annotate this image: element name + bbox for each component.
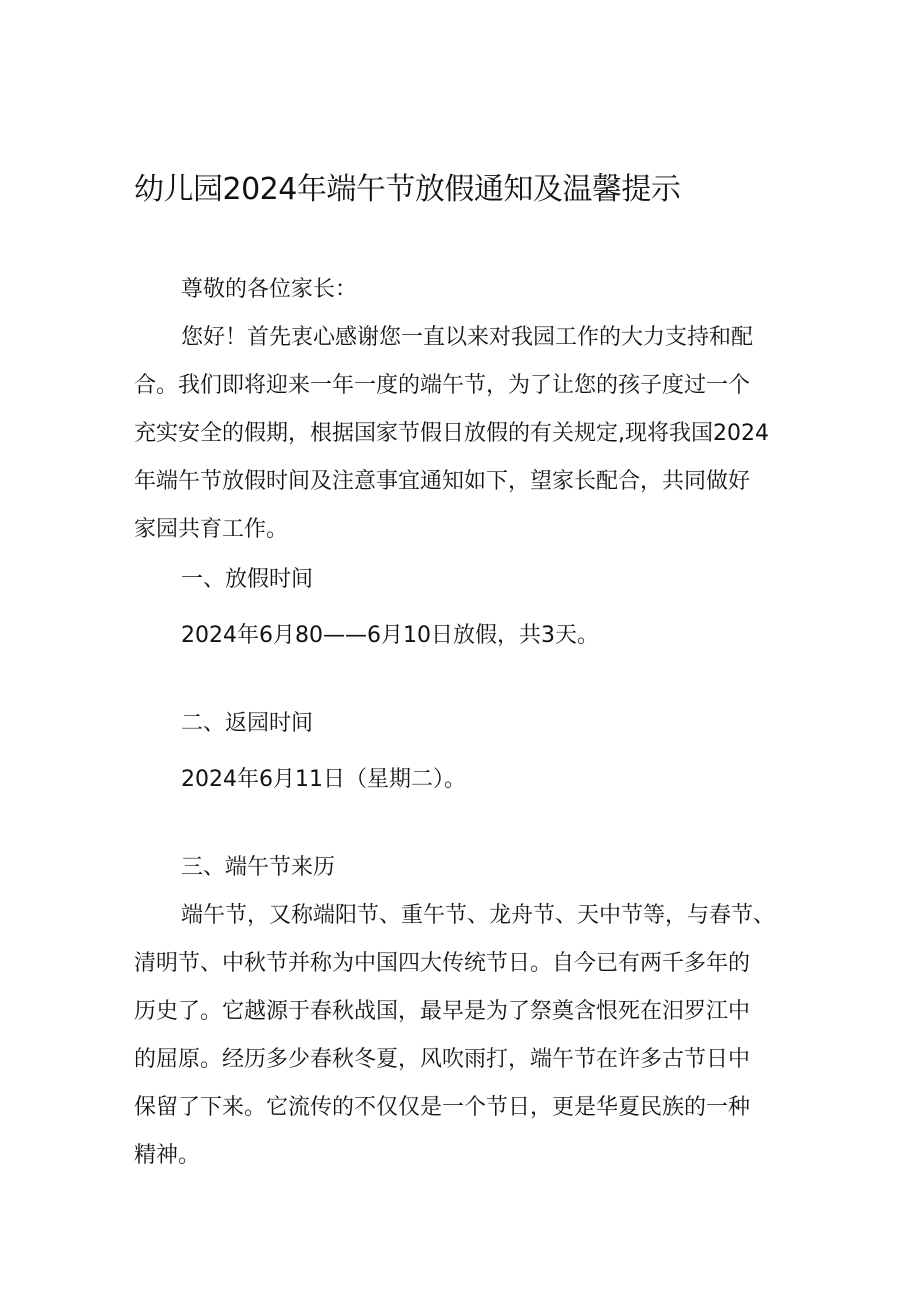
- section1-content: 2024年6月80——6月10日放假，共3天。: [181, 623, 599, 648]
- section3-line-3: 历史了。它越源于春秋战国，最早是为了祭奠含恨死在汨罗江中: [134, 999, 751, 1024]
- section3-line-4: 的屈原。经历多少春秋冬夏，风吹雨打，端午节在许多古节日中: [134, 1047, 751, 1072]
- section3-line-1: 端午节，又称端阳节、重午节、龙舟节、天中节等，与春节、: [181, 903, 776, 928]
- section3-line-5: 保留了下来。它流传的不仅仅是一个节日，更是华夏民族的一种: [134, 1095, 751, 1120]
- section2-heading: 二、返园时间: [181, 711, 314, 736]
- section3-line-2: 清明节、中秋节并称为中国四大传统节日。自今已有两千多年的: [134, 951, 751, 976]
- intro-line-4: 年端午节放假时间及注意事宜通知如下，望家长配合，共同做好: [134, 469, 751, 494]
- intro-line-3: 充实安全的假期，根据国家节假日放假的有关规定,现将我国2024: [134, 421, 769, 446]
- salutation: 尊敬的各位家长：: [181, 277, 358, 302]
- section1-heading: 一、放假时间: [181, 567, 314, 592]
- document-title: 幼儿园2024年端午节放假通知及温馨提示: [134, 172, 681, 207]
- section2-content: 2024年6月11日（星期二）。: [181, 767, 466, 792]
- intro-line-5: 家园共育工作。: [134, 517, 289, 542]
- intro-line-2: 合。我们即将迎来一年一度的端午节，为了让您的孩子度过一个: [134, 373, 751, 398]
- intro-line-1: 您好！首先衷心感谢您一直以来对我园工作的大力支持和配: [181, 325, 754, 350]
- section3-line-6: 精神。: [134, 1143, 201, 1168]
- section3-heading: 三、端午节来历: [181, 855, 336, 880]
